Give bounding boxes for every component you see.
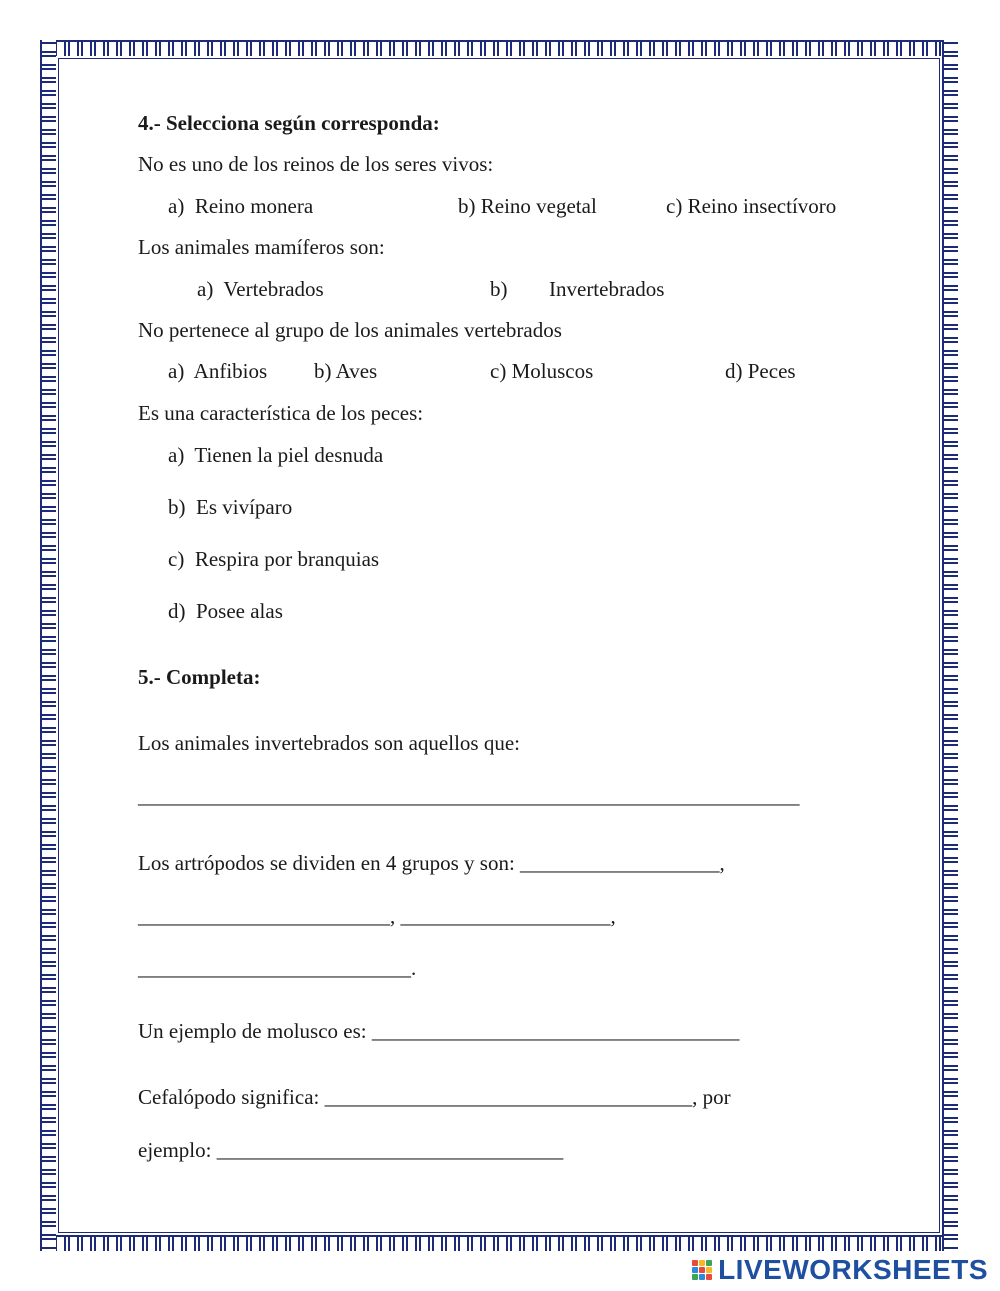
q1-option-b[interactable]: b) Reino vegetal <box>458 194 597 218</box>
border-right <box>942 40 958 1251</box>
s5-line-3[interactable]: Los artrópodos se dividen en 4 grupos y son: ___________________, <box>138 851 725 875</box>
q4-option-a[interactable]: a) Tienen la piel desnuda <box>168 443 384 467</box>
q2-option-a[interactable]: a) Vertebrados <box>197 277 324 301</box>
section5-title: 5.- Completa: <box>138 665 261 689</box>
q2-option-b-label[interactable]: Invertebrados <box>549 277 665 301</box>
q3-option-c[interactable]: c) Moluscos <box>490 359 594 383</box>
q3-option-a[interactable]: a) Anfibios <box>168 359 268 383</box>
border-top <box>40 40 958 56</box>
q3-text: No pertenece al grupo de los animales vertebrados <box>138 318 562 342</box>
s5-line-1: Los animales invertebrados son aquellos que: <box>138 731 520 755</box>
q1-option-c[interactable]: c) Reino insectívoro <box>666 194 837 218</box>
s5-line-8[interactable]: ejemplo: _________________________________ <box>138 1138 564 1162</box>
q4-option-b[interactable]: b) Es vivíparo <box>168 495 293 519</box>
q3-option-b[interactable]: b) Aves <box>314 359 378 383</box>
s5-line-7[interactable]: Cefalópodo significa: ___________________________________, por <box>138 1085 731 1109</box>
border-bottom <box>40 1235 958 1251</box>
q4-text: Es una característica de los peces: <box>138 401 424 425</box>
q2-text: Los animales mamíferos son: <box>138 235 385 259</box>
border-left <box>40 40 56 1251</box>
q4-option-d[interactable]: d) Posee alas <box>168 599 283 623</box>
q1-text: No es uno de los reinos de los seres vivos: <box>138 152 494 176</box>
liveworksheets-logo <box>692 1255 988 1285</box>
q1-option-a[interactable]: a) Reino monera <box>168 194 314 218</box>
q3-option-d[interactable]: d) Peces <box>725 359 796 383</box>
section4-title: 4.- Selecciona según corresponda: <box>138 111 440 135</box>
q4-option-c[interactable]: c) Respira por branquias <box>168 547 380 571</box>
s5-line-4[interactable]: ________________________, ____________________, <box>138 904 616 928</box>
logo-blocks-icon <box>692 1260 712 1280</box>
s5-line-5[interactable]: __________________________. <box>138 956 417 980</box>
q2-option-b[interactable]: b) <box>490 277 508 301</box>
s5-line-6[interactable]: Un ejemplo de molusco es: ___________________________________ <box>138 1019 740 1043</box>
logo-text: LIVEWORKSHEETS <box>718 1254 988 1285</box>
s5-blank-1[interactable]: _______________________________________________________________ <box>138 784 800 808</box>
